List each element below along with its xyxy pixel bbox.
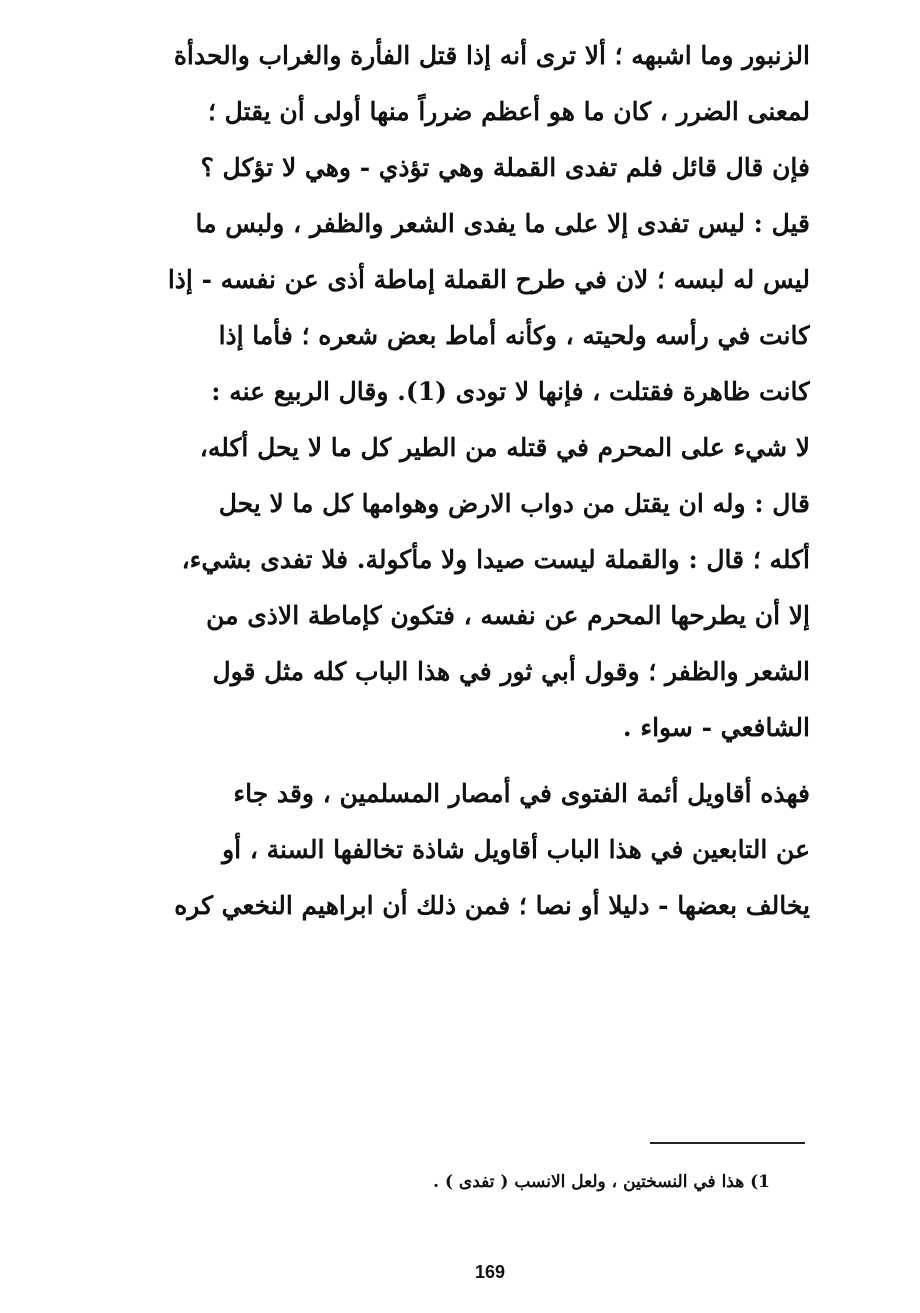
text-line: كانت في رأسه ولحيته ، وكأنه أماط بعض شعره ؛ فأما إذا: [218, 321, 810, 350]
text-line: الشافعي - سواء .: [622, 713, 810, 742]
footnote-divider: [650, 1142, 805, 1144]
text-line: لا شيء على المحرم في قتله من الطير كل ما لا يحل أكله،: [199, 433, 810, 462]
text-line: يخالف بعضها - دليلا أو نصا ؛ فمن ذلك أن ابراهيم النخعي كره: [174, 891, 810, 920]
text-line: كانت ظاهرة فقتلت ، فإنها لا تودى (1). وقال الربيع عنه :: [211, 377, 810, 406]
text-line: الزنبور وما اشبهه ؛ ألا ترى أنه إذا قتل الفأرة والغراب والحدأة: [173, 41, 810, 70]
body-paragraph-2: [160, 766, 810, 934]
text-line: ليس له لبسه ؛ لان في طرح القملة إماطة أذى عن نفسه - إذا: [167, 265, 810, 294]
text-line: أكله ؛ قال : والقملة ليست صيدا ولا مأكولة. فلا تفدى بشيء،: [181, 545, 810, 574]
text-line: قيل : ليس تفدى إلا على ما يفدى الشعر والظفر ، ولبس ما: [195, 209, 810, 238]
text-line: لمعنى الضرر ، كان ما هو أعظم ضرراً منها أولى أن يقتل ؛: [207, 97, 810, 126]
body-paragraph-1: [160, 28, 810, 756]
footnote: 1) هذا في النسختين ، ولعل الانسب ( تفدى ) .: [433, 1172, 770, 1192]
text-line: قال : وله ان يقتل من دواب الارض وهوامها كل ما لا يحل: [218, 489, 810, 518]
text-line: فهذه أقاويل أئمة الفتوى في أمصار المسلمين ، وقد جاء: [233, 779, 810, 808]
text-line: إلا أن يطرحها المحرم عن نفسه ، فتكون كإماطة الاذى من: [206, 601, 810, 630]
text-line: عن التابعين في هذا الباب أقاويل شاذة تخالفها السنة ، أو: [222, 835, 810, 864]
page-number: 169: [474, 1262, 506, 1282]
text-line: الشعر والظفر ؛ وقول أبي ثور في هذا الباب كله مثل قول: [212, 657, 810, 686]
text-line: فإن قال قائل فلم تفدى القملة وهي تؤذي - وهي لا تؤكل ؟: [200, 153, 810, 182]
